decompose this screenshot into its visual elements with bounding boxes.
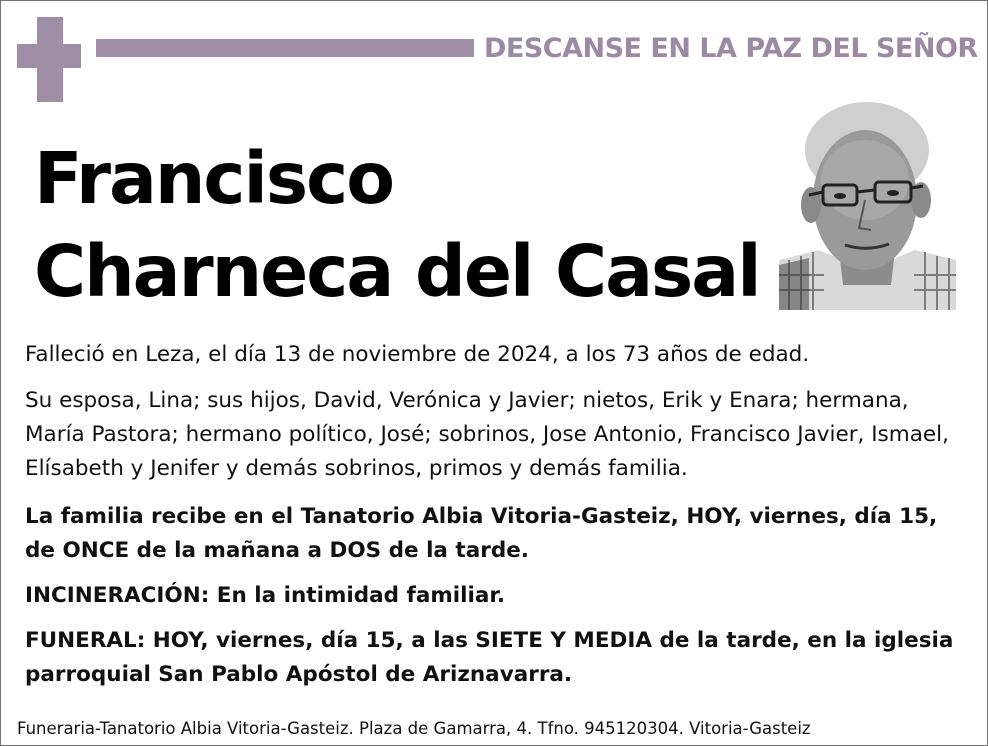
funeral-info: FUNERAL: HOY, viernes, día 15, a las SIETE Y MEDIA de la tarde, en la iglesia parroquial San Pablo Apóstol de Ariznavarra. — [25, 628, 954, 687]
incineration-info: INCINERACIÓN: En la intimidad familiar. — [25, 583, 506, 608]
portrait-illustration — [779, 100, 956, 310]
deceased-name — [34, 132, 760, 318]
header-title: DESCANSE EN LA PAZ DEL SEÑOR — [484, 33, 978, 64]
portrait-photo — [779, 100, 956, 310]
deceased-surname: Charneca del Casal — [34, 230, 760, 313]
reception-info: La familia recibe en el Tanatorio Albia Vitoria-Gasteiz, HOY, viernes, día 15, de ONCE de la mañana a DOS de la tarde. — [25, 504, 938, 563]
family-list: Su esposa, Lina; sus hijos, David, Verónica y Javier; nietos, Erik y Enara; hermana, María Pastora; hermano político, José; sobrinos, Jose Antonio, Francisco Javier, Ismael, Elísabeth y Jenifer y demás sobrinos, primos y demás familia. — [25, 388, 949, 481]
funeral-home-footer: Funeraria-Tanatorio Albia Vitoria-Gasteiz. Plaza de Gamarra, 4. Tfno. 945120304. Vitoria-Gasteiz — [17, 719, 811, 738]
deceased-first-name: Francisco — [34, 137, 393, 220]
death-notice: Falleció en Leza, el día 13 de noviembre de 2024, a los 73 años de edad. — [25, 342, 810, 367]
cross-horizontal-bar — [17, 44, 81, 68]
header-rule — [96, 39, 474, 57]
